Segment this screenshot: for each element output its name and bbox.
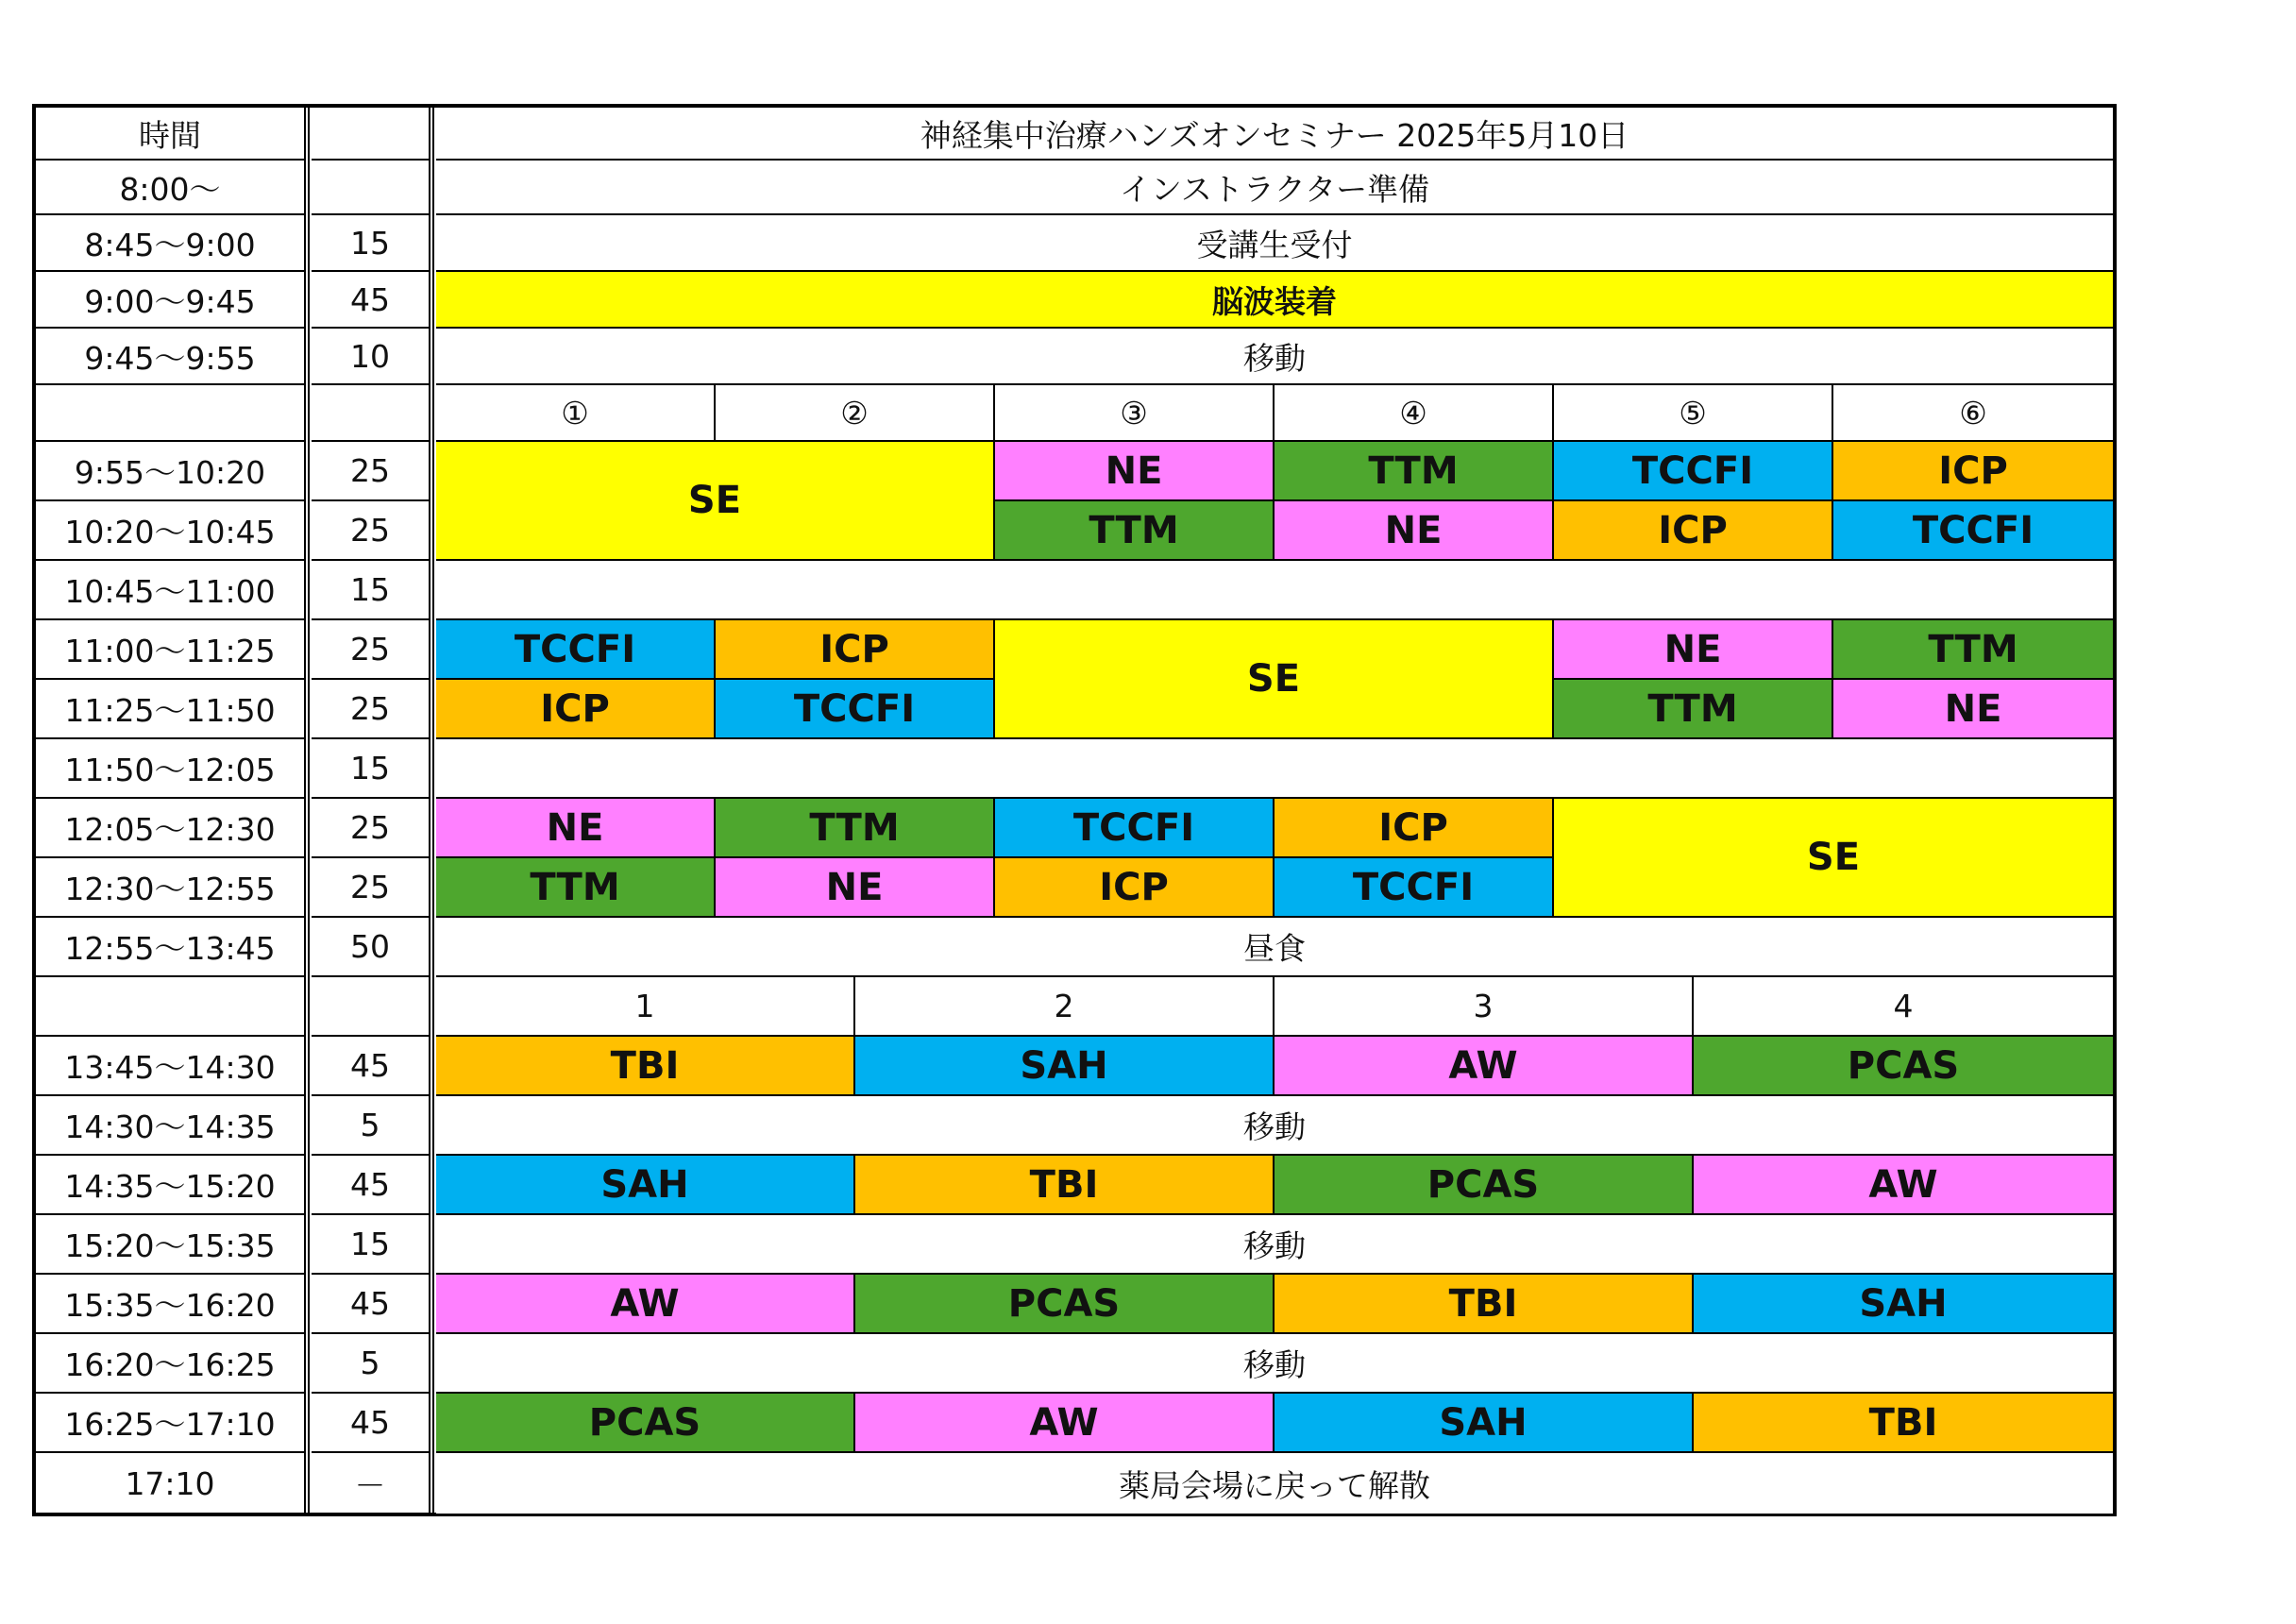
- session-ttm: TTM: [1554, 680, 1833, 739]
- session-tccfi: TCCFI: [1554, 442, 1833, 501]
- session-ttm: TTM: [436, 858, 716, 918]
- session-pcas: PCAS: [1275, 1156, 1694, 1215]
- session-ttm: TTM: [1833, 620, 2113, 680]
- schedule-cell: 移動: [436, 1215, 2113, 1275]
- session-tbi: TBI: [436, 1037, 855, 1096]
- minutes-cell: 25: [312, 501, 430, 561]
- schedule-cell: 1: [436, 977, 855, 1037]
- minutes-cell: [312, 161, 430, 215]
- session--: 脳波装着: [436, 272, 2113, 329]
- session-pcas: PCAS: [436, 1394, 855, 1453]
- minutes-cell: 25: [312, 799, 430, 858]
- time-cell: 10:45～11:00: [36, 561, 306, 620]
- session-icp: ICP: [716, 620, 995, 680]
- time-cell: 17:10: [36, 1453, 306, 1514]
- time-cell: 9:55～10:20: [36, 442, 306, 501]
- schedule-cell: 昼食: [436, 918, 2113, 977]
- minutes-cell: [312, 977, 430, 1037]
- time-cell: 12:30～12:55: [36, 858, 306, 918]
- time-cell: 11:00～11:25: [36, 620, 306, 680]
- minutes-cell: 15: [312, 739, 430, 799]
- time-cell: 16:25～17:10: [36, 1394, 306, 1453]
- schedule-cell: ③: [995, 385, 1275, 442]
- session-sah: SAH: [855, 1037, 1275, 1096]
- minutes-cell: 25: [312, 620, 430, 680]
- schedule-cell: 薬局会場に戻って解散: [436, 1453, 2113, 1514]
- minutes-cell: 15: [312, 1215, 430, 1275]
- schedule-cell: 移動: [436, 329, 2113, 385]
- schedule-cell: 2: [855, 977, 1275, 1037]
- session-ne: NE: [1554, 620, 1833, 680]
- time-cell: 11:25～11:50: [36, 680, 306, 739]
- schedule-cell: 移動: [436, 1096, 2113, 1156]
- minutes-cell: 5: [312, 1334, 430, 1394]
- session-ne: NE: [1833, 680, 2113, 739]
- schedule-cell: ②: [716, 385, 995, 442]
- minutes-cell: 25: [312, 680, 430, 739]
- session-icp: ICP: [1275, 799, 1554, 858]
- session-ttm: TTM: [716, 799, 995, 858]
- break-cell: [436, 739, 2113, 799]
- time-cell: 11:50～12:05: [36, 739, 306, 799]
- minutes-cell: 45: [312, 1394, 430, 1453]
- time-cell: 15:20～15:35: [36, 1215, 306, 1275]
- session-aw: AW: [855, 1394, 1275, 1453]
- time-cell: 9:00～9:45: [36, 272, 306, 329]
- schedule-cell: 移動: [436, 1334, 2113, 1394]
- session-tbi: TBI: [1275, 1275, 1694, 1334]
- session-icp: ICP: [1833, 442, 2113, 501]
- session-sah: SAH: [1694, 1275, 2113, 1334]
- schedule-cell: ⑤: [1554, 385, 1833, 442]
- session-aw: AW: [1694, 1156, 2113, 1215]
- session-pcas: PCAS: [1694, 1037, 2113, 1096]
- time-cell: 10:20～10:45: [36, 501, 306, 561]
- schedule-cell: 3: [1275, 977, 1694, 1037]
- schedule-cell: インストラクター準備: [436, 161, 2113, 215]
- session-ne: NE: [995, 442, 1275, 501]
- session-tbi: TBI: [855, 1156, 1275, 1215]
- double-rule-left: [308, 108, 310, 1513]
- time-cell: 16:20～16:25: [36, 1334, 306, 1394]
- minutes-cell: 25: [312, 442, 430, 501]
- session-ttm: TTM: [1275, 442, 1554, 501]
- session-tccfi: TCCFI: [1833, 501, 2113, 561]
- session-tccfi: TCCFI: [436, 620, 716, 680]
- minutes-cell: 5: [312, 1096, 430, 1156]
- schedule-cell: ⑥: [1833, 385, 2113, 442]
- session-icp: ICP: [436, 680, 716, 739]
- schedule-cell: 受講生受付: [436, 215, 2113, 272]
- time-cell: [36, 385, 306, 442]
- session-tccfi: TCCFI: [995, 799, 1275, 858]
- minutes-cell: －: [312, 1453, 430, 1514]
- header-time-cell: 時間: [36, 108, 306, 161]
- session-icp: ICP: [1554, 501, 1833, 561]
- session-tccfi: TCCFI: [716, 680, 995, 739]
- session-sah: SAH: [436, 1156, 855, 1215]
- header-minutes-cell: [312, 108, 430, 161]
- session-aw: AW: [1275, 1037, 1694, 1096]
- minutes-cell: 45: [312, 1037, 430, 1096]
- break-cell: [436, 561, 2113, 620]
- time-cell: 9:45～9:55: [36, 329, 306, 385]
- session-icp: ICP: [995, 858, 1275, 918]
- session-tbi: TBI: [1694, 1394, 2113, 1453]
- time-cell: 8:45～9:00: [36, 215, 306, 272]
- session-aw: AW: [436, 1275, 855, 1334]
- session-ne: NE: [1275, 501, 1554, 561]
- time-cell: 13:45～14:30: [36, 1037, 306, 1096]
- time-cell: [36, 977, 306, 1037]
- session-se: SE: [436, 442, 995, 561]
- session-se: SE: [995, 620, 1554, 739]
- minutes-cell: [312, 385, 430, 442]
- schedule-cell: 4: [1694, 977, 2113, 1037]
- minutes-cell: 50: [312, 918, 430, 977]
- session-se: SE: [1554, 799, 2113, 918]
- session-ne: NE: [436, 799, 716, 858]
- session-sah: SAH: [1275, 1394, 1694, 1453]
- minutes-cell: 45: [312, 272, 430, 329]
- time-cell: 12:55～13:45: [36, 918, 306, 977]
- minutes-cell: 45: [312, 1275, 430, 1334]
- session-tccfi: TCCFI: [1275, 858, 1554, 918]
- session-ne: NE: [716, 858, 995, 918]
- minutes-cell: 15: [312, 215, 430, 272]
- minutes-cell: 10: [312, 329, 430, 385]
- minutes-cell: 25: [312, 858, 430, 918]
- minutes-cell: 45: [312, 1156, 430, 1215]
- time-cell: 8:00～: [36, 161, 306, 215]
- time-cell: 14:30～14:35: [36, 1096, 306, 1156]
- schedule-table: [32, 104, 2117, 1516]
- minutes-cell: 15: [312, 561, 430, 620]
- double-rule-right: [432, 108, 434, 1513]
- schedule-cell: ①: [436, 385, 716, 442]
- schedule-cell: ④: [1275, 385, 1554, 442]
- time-cell: 12:05～12:30: [36, 799, 306, 858]
- session-ttm: TTM: [995, 501, 1275, 561]
- page-title: 神経集中治療ハンズオンセミナー 2025年5月10日: [436, 108, 2113, 161]
- session-pcas: PCAS: [855, 1275, 1275, 1334]
- time-cell: 15:35～16:20: [36, 1275, 306, 1334]
- time-cell: 14:35～15:20: [36, 1156, 306, 1215]
